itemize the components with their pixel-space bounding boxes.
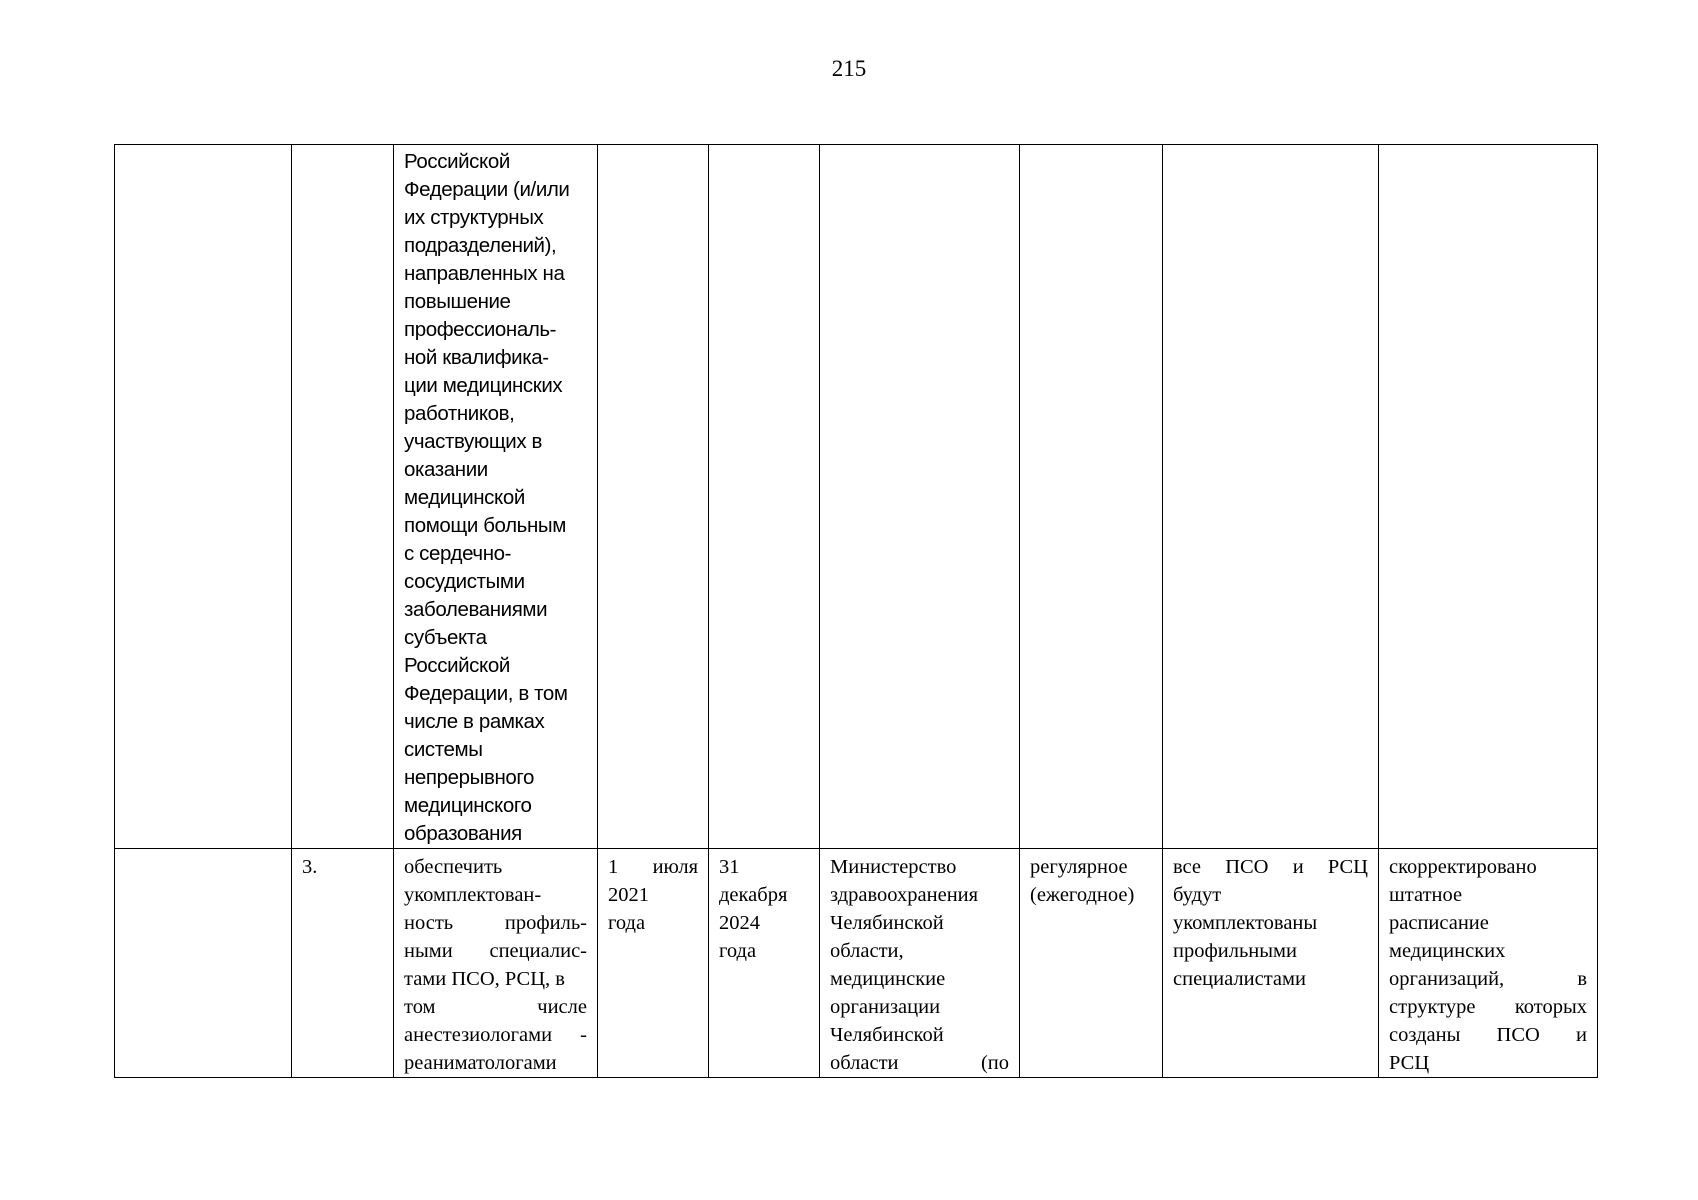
text-line <box>719 881 809 909</box>
text-line: участвующих в <box>404 430 542 453</box>
cell-number <box>292 145 394 849</box>
text-word: реаниматологами <box>404 1052 557 1074</box>
cell-start-date <box>598 145 709 849</box>
text-line: числе в рамках <box>404 710 545 733</box>
text-word: скорректировано <box>1389 856 1537 878</box>
text-word: организаций, <box>1389 968 1505 990</box>
text-word: Министерство <box>830 856 957 878</box>
text-line <box>404 937 587 965</box>
text-line <box>608 853 698 881</box>
text-line: сосудистыми <box>404 570 525 593</box>
text-word: 2024 <box>719 912 760 934</box>
text-line: медицинского <box>404 794 532 817</box>
text-word: организации <box>830 996 941 1018</box>
text-word: укомплектованы <box>1173 912 1318 934</box>
text-line <box>1389 909 1587 937</box>
text-line <box>1389 881 1587 909</box>
text-word: созданы <box>1389 1024 1461 1046</box>
text-word: медицинские <box>830 968 946 990</box>
text-word: ность <box>404 912 454 934</box>
text-line <box>719 937 809 965</box>
cell-control-result <box>1379 145 1598 849</box>
text-line: субъекта <box>404 626 487 649</box>
text-word: и <box>1292 856 1304 878</box>
text-word: года <box>608 912 646 934</box>
cell-end-date <box>709 849 820 1078</box>
text-line <box>608 881 698 909</box>
text-line <box>404 993 587 1021</box>
text-line: Российской <box>404 150 510 173</box>
text-word: том <box>404 996 436 1018</box>
text-line <box>830 1049 1009 1077</box>
text-line: медицинской <box>404 486 525 509</box>
text-line: работников, <box>404 402 515 425</box>
text-line: их структурных <box>404 206 544 229</box>
text-line: Федерации, в том <box>404 682 568 705</box>
text-line <box>830 881 1009 909</box>
cell-control-result <box>1379 849 1598 1078</box>
text-word: ПСО <box>1225 856 1269 878</box>
text-word: здравоохранения <box>830 884 979 906</box>
text-line: с сердечно- <box>404 542 512 565</box>
text-line: направленных на <box>404 262 565 285</box>
text-line <box>608 909 698 937</box>
text-line <box>1389 853 1587 881</box>
text-word: области, <box>830 940 904 962</box>
text-word: тами ПСО, РСЦ, в <box>404 968 565 990</box>
cell-responsible <box>820 849 1020 1078</box>
measures-table <box>114 144 1598 1078</box>
cell-empty <box>115 849 292 1078</box>
text-word: числе <box>537 996 587 1018</box>
text-line <box>404 965 587 993</box>
text-word: профиль- <box>504 912 587 934</box>
text-word: Челябинской <box>830 1024 944 1046</box>
text-word: области <box>830 1052 899 1074</box>
cell-responsible <box>820 145 1020 849</box>
text-line <box>830 853 1009 881</box>
text-line <box>1389 1021 1587 1049</box>
cell-expected-result <box>1163 849 1379 1078</box>
text-line <box>404 1049 587 1077</box>
text-word: 31 <box>719 856 740 878</box>
text-word: Челябинской <box>830 912 944 934</box>
text-word: расписание <box>1389 912 1489 934</box>
cell-measure-text <box>394 145 598 849</box>
text-word: (ежегодное) <box>1030 884 1135 906</box>
text-word: медицинских <box>1389 940 1506 962</box>
text-line <box>830 937 1009 965</box>
text-word: все <box>1173 856 1202 878</box>
cell-number: 3. <box>292 849 394 1078</box>
text-word: года <box>719 940 757 962</box>
text-word: регулярное <box>1030 856 1128 878</box>
text-line <box>719 853 809 881</box>
text-line: Федерации (и/или <box>404 178 570 201</box>
text-line <box>1173 937 1368 965</box>
text-line: образования <box>404 822 522 845</box>
text-word: 1 <box>608 856 619 878</box>
text-word: 2021 <box>608 884 649 906</box>
text-line <box>404 1021 587 1049</box>
text-line: Российской <box>404 654 510 677</box>
text-line <box>830 965 1009 993</box>
text-line <box>404 881 587 909</box>
text-word: ными <box>404 940 453 962</box>
text-line <box>1173 909 1368 937</box>
text-line <box>1173 853 1368 881</box>
text-line <box>404 909 587 937</box>
text-line <box>830 993 1009 1021</box>
cell-frequency <box>1020 145 1163 849</box>
text-word: штатное <box>1389 884 1463 906</box>
cell-frequency <box>1020 849 1163 1078</box>
cell-expected-result <box>1163 145 1379 849</box>
cell-start-date <box>598 849 709 1078</box>
text-line <box>1030 881 1152 909</box>
text-line: ции медицинских <box>404 374 563 397</box>
text-line: подразделений), <box>404 234 557 257</box>
page-number: 215 <box>831 56 867 81</box>
text-line: непрерывного <box>404 766 535 789</box>
text-line <box>1173 881 1368 909</box>
text-line <box>1389 1049 1587 1077</box>
text-line <box>1389 993 1587 1021</box>
text-word: в <box>1577 968 1587 990</box>
text-word: специалис- <box>489 940 587 962</box>
text-word: анестезиологами <box>404 1024 553 1046</box>
text-line <box>1389 937 1587 965</box>
text-line <box>830 909 1009 937</box>
table-row <box>115 849 1598 1078</box>
text-line: профессиональ- <box>404 318 557 341</box>
text-line: заболеваниями <box>404 598 548 621</box>
text-word: июля <box>652 856 698 878</box>
text-word: - <box>580 1024 587 1046</box>
cell-empty <box>115 145 292 849</box>
text-line <box>1389 965 1587 993</box>
text-word: специалистами <box>1173 968 1306 990</box>
text-word: ПСО <box>1496 1024 1540 1046</box>
text-line <box>719 909 809 937</box>
text-word: обеспечить <box>404 856 503 878</box>
text-line <box>404 853 587 881</box>
table-row <box>115 145 1598 849</box>
text-line <box>830 1021 1009 1049</box>
text-line: системы <box>404 738 483 761</box>
cell-measure-text <box>394 849 598 1078</box>
text-word: будут <box>1173 884 1222 906</box>
text-word: РСЦ <box>1389 1052 1430 1074</box>
text-word: которых <box>1514 996 1587 1018</box>
text-word: и <box>1576 1024 1587 1046</box>
text-word: укомплектован- <box>404 884 542 906</box>
text-line <box>1030 853 1152 881</box>
text-word: профильными <box>1173 940 1297 962</box>
text-word: декабря <box>719 884 788 906</box>
text-word: структуре <box>1389 996 1476 1018</box>
text-line: помощи больным <box>404 514 566 537</box>
text-word: РСЦ <box>1327 856 1368 878</box>
text-line: повышение <box>404 290 511 313</box>
cell-end-date <box>709 145 820 849</box>
text-line <box>1173 965 1368 993</box>
text-word: (по <box>980 1052 1009 1074</box>
text-line: оказании <box>404 458 488 481</box>
text-line: ной квалифика- <box>404 346 549 369</box>
